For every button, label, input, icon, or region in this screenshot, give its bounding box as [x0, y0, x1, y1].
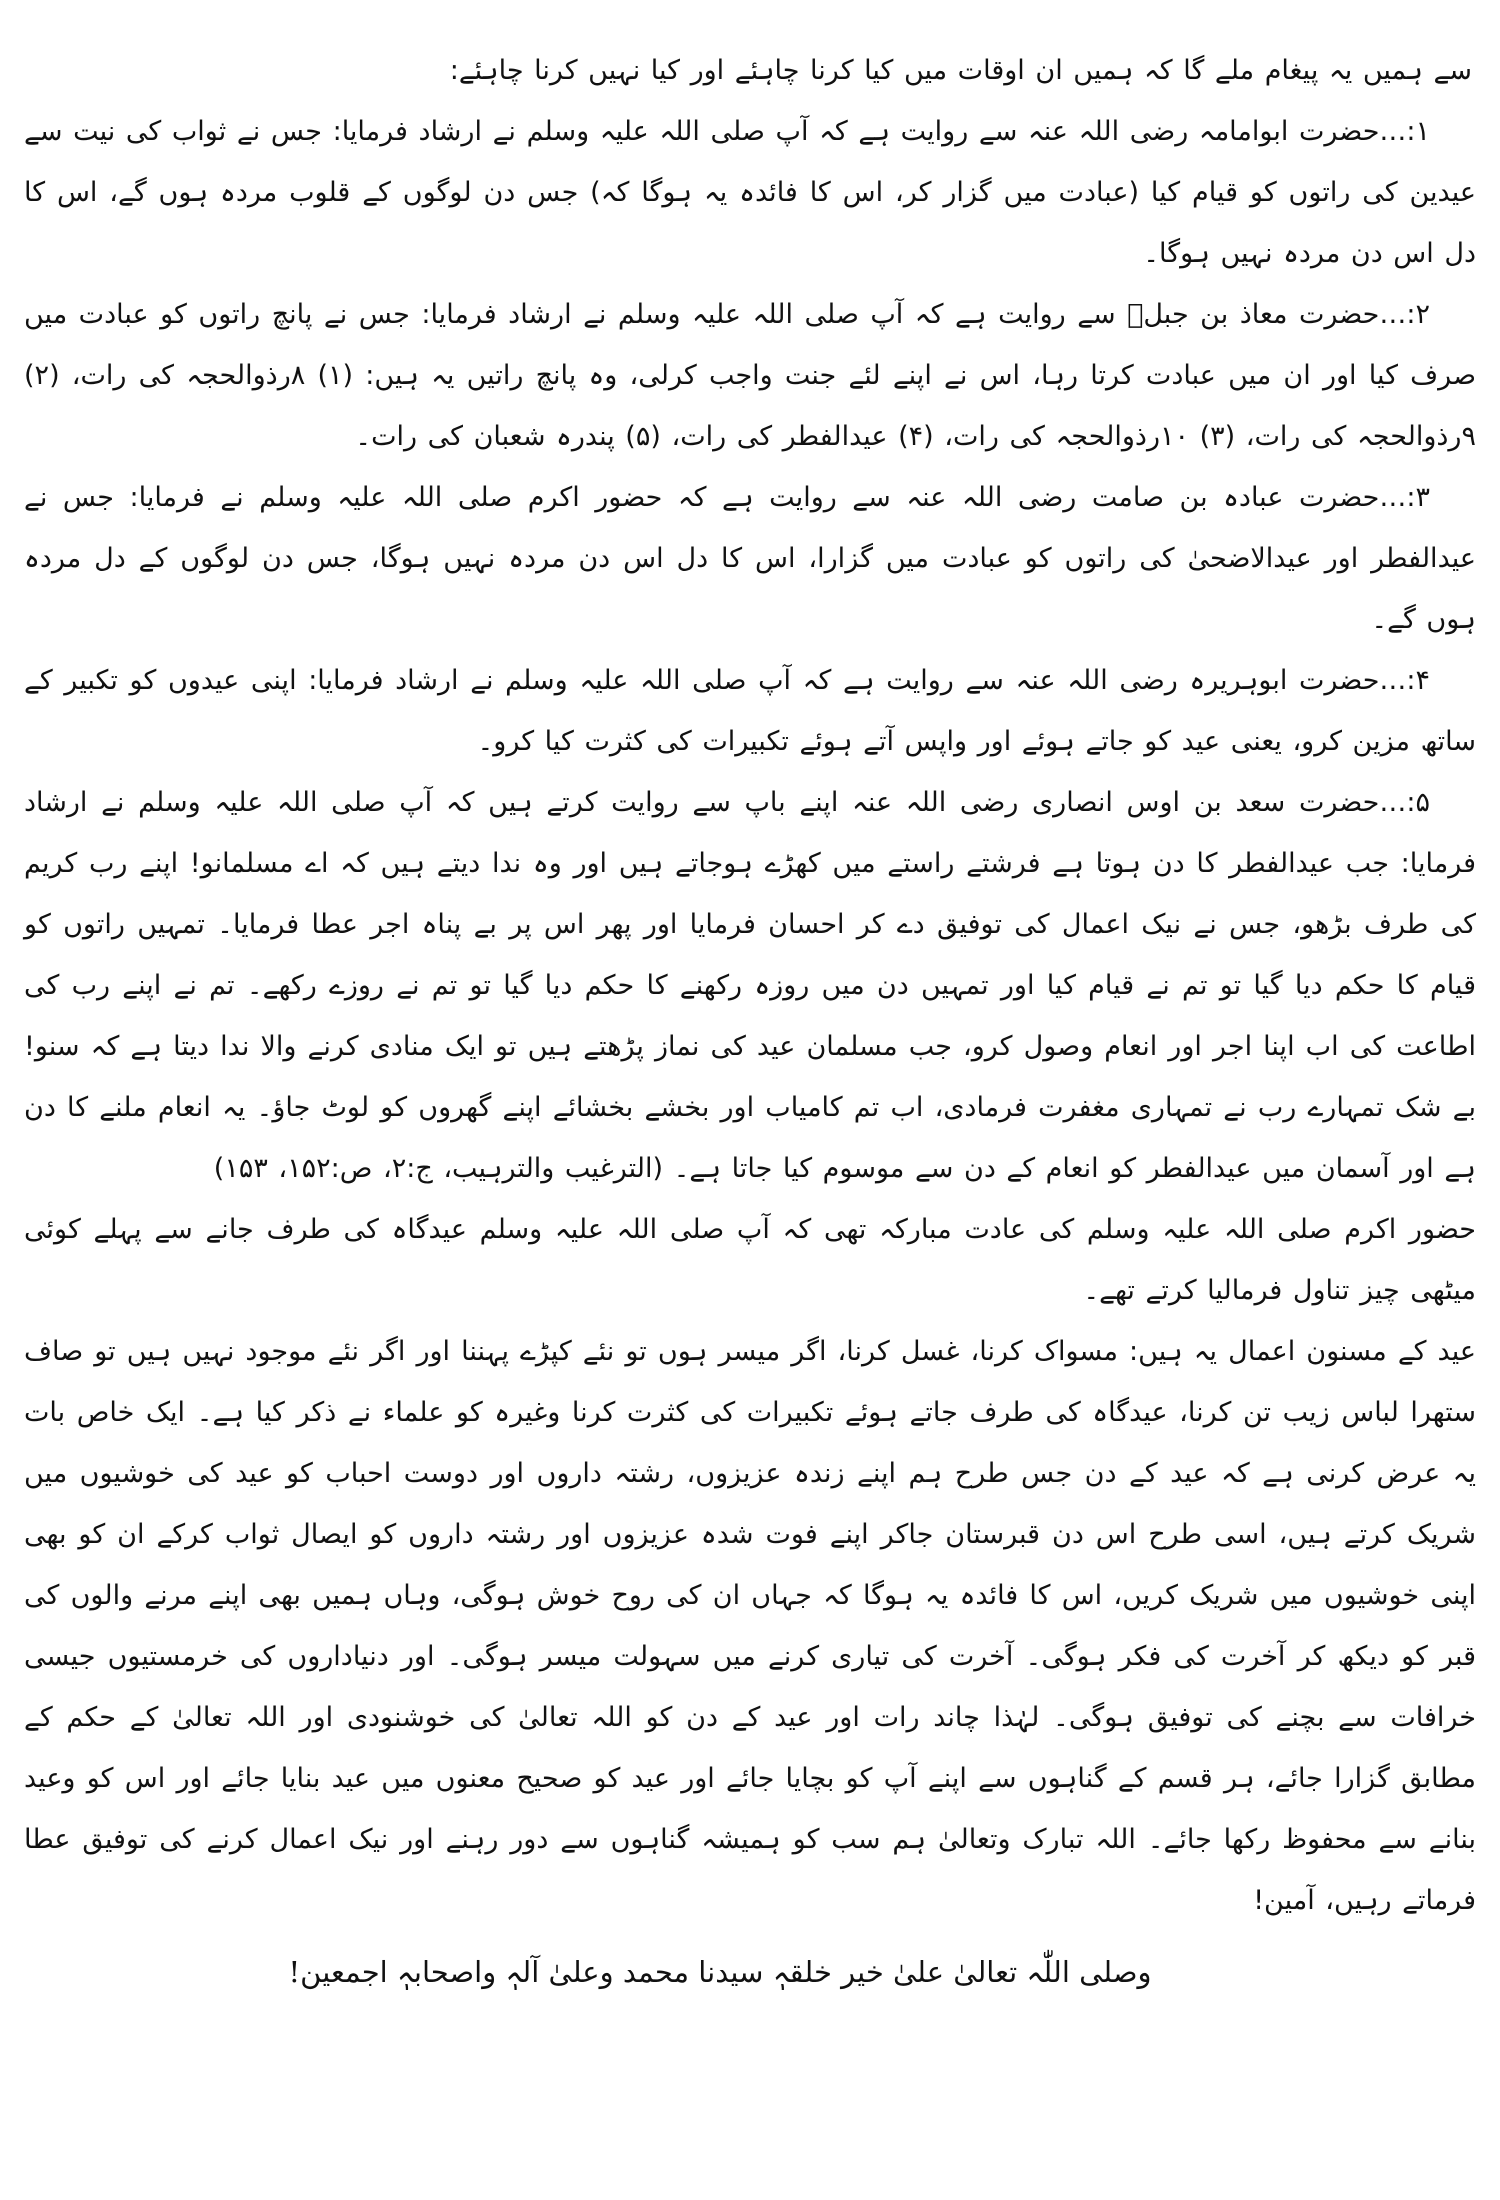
paragraph-hadith-3: ۳:…حضرت عبادہ بن صامت رضی اللہ عنہ سے روایت ہے کہ حضور اکرم صلی اللہ علیہ وسلم نے فرمایا: جس نے عیدالفطر اور عیدالاضحیٰ کی راتوں کو عبادت میں گزارا، اس کا دل اس دن مردہ نہیں ہوگا، جس دن لوگوں کے دل مردہ ہوں گے۔: [24, 482, 1476, 635]
paragraph-eid-sunnah-acts: عید کے مسنون اعمال یہ ہیں: مسواک کرنا، غسل کرنا، اگر میسر ہوں تو نئے کپڑے پہننا اور اگر نئے موجود نہیں ہیں تو صاف ستھرا لباس زیب تن کرنا، عیدگاہ کی طرف جاتے ہوئے تکبیرات کی کثرت کرنا وغیرہ کو علماء نے ذکر کیا ہے۔ ایک خاص بات یہ عرض کرنی ہے کہ عید کے دن جس طرح ہم اپنے زندہ عزیزوں، رشتہ داروں اور دوست احباب کو عید کی خوشیوں میں شریک کرتے ہیں، اسی طرح اس دن قبرستان جاکر اپنے فوت شدہ عزیزوں اور رشتہ داروں کو ایصال ثواب کرکے ان کو بھی اپنی خوشیوں میں شریک کریں، اس کا فائدہ یہ ہوگا کہ جہاں ان کی روح خوش ہوگی، وہاں ہمیں بھی اپنے مرنے والوں کی قبر کو دیکھ کر آخرت کی فکر ہوگی۔ آخرت کی تیاری کرنے میں سہولت میسر ہوگی۔ اور دنیاداروں کی خرمستیوں جیسی خرافات سے بچنے کی توفیق ہوگی۔ لہٰذا چاند رات اور عید کے دن کو اللہ تعالیٰ کی خوشنودی اور اللہ تعالیٰ کے حکم کے مطابق گزارا جائے، ہر قسم کے گناہوں سے اپنے آپ کو بچایا جائے اور عید کو صحیح معنوں میں عید بنایا جائے اور اس کو وعید بنانے سے محفوظ رکھا جائے۔ اللہ تبارک وتعالیٰ ہم سب کو ہمیشہ گناہوں سے دور رہنے اور نیک اعمال کرنے کی توفیق عطا فرماتے رہیں، آمین!: [24, 1336, 1476, 1916]
paragraph-sweet-before-eid: حضور اکرم صلی اللہ علیہ وسلم کی عادت مبارکہ تھی کہ آپ صلی اللہ علیہ وسلم عیدگاہ کی طرف جانے سے پہلے کوئی میٹھی چیز تناول فرمالیا کرتے تھے۔: [24, 1214, 1476, 1306]
paragraph-hadith-2: ۲:…حضرت معاذ بن جبلؓ سے روایت ہے کہ آپ صلی اللہ علیہ وسلم نے ارشاد فرمایا: جس نے پانچ راتوں کو عبادت میں صرف کیا اور ان میں عبادت کرتا رہا، اس نے اپنے لئے جنت واجب کرلی، وہ پانچ راتیں یہ ہیں: (۱) ۸رذوالحجہ کی رات، (۲) ۹رذوالحجہ کی رات، (۳) ۱۰رذوالحجہ کی رات، (۴) عیدالفطر کی رات، (۵) پندرہ شعبان کی رات۔: [24, 299, 1476, 452]
closing-salutation: وصلی اللّٰہ تعالیٰ علیٰ خیر خلقہٖ سیدنا محمد وعلیٰ آلہٖ واصحابہٖ اجمعین!: [288, 1955, 1152, 1989]
article-body: [24, 40, 1476, 2036]
intro-text: سے ہمیں یہ پیغام ملے گا کہ ہمیں ان اوقات میں کیا کرنا چاہئے اور کیا نہیں کرنا چاہئے:: [449, 55, 1472, 86]
paragraph-hadith-1: ۱:…حضرت ابوامامہ رضی اللہ عنہ سے روایت ہے کہ آپ صلی اللہ علیہ وسلم نے ارشاد فرمایا: جس نے ثواب کی نیت سے عیدین کی راتوں کو قیام کیا (عبادت میں گزار کر، اس کا فائدہ یہ ہوگا کہ) جس دن لوگوں کے قلوب مردہ ہوں گے، اس کا دل اس دن مردہ نہیں ہوگا۔: [24, 116, 1476, 269]
paragraph-hadith-4: ۴:…حضرت ابوہریرہ رضی اللہ عنہ سے روایت ہے کہ آپ صلی اللہ علیہ وسلم نے ارشاد فرمایا: اپنی عیدوں کو تکبیر کے ساتھ مزین کرو، یعنی عید کو جاتے ہوئے اور واپس آتے ہوئے تکبیرات کی کثرت کیا کرو۔: [24, 665, 1476, 757]
paragraph-hadith-5: ۵:…حضرت سعد بن اوس انصاری رضی اللہ عنہ اپنے باپ سے روایت کرتے ہیں کہ آپ صلی اللہ علیہ وسلم نے ارشاد فرمایا: جب عیدالفطر کا دن ہوتا ہے فرشتے راستے میں کھڑے ہوجاتے ہیں اور وہ ندا دیتے ہیں کہ اے مسلمانو! اپنے رب کریم کی طرف بڑھو، جس نے نیک اعمال کی توفیق دے کر احسان فرمایا اور پھر اس پر بے پناہ اجر عطا فرمایا۔ تمہیں راتوں کو قیام کا حکم دیا گیا تو تم نے قیام کیا اور تمہیں دن میں روزہ رکھنے کا حکم دیا گیا تو تم نے روزے رکھے۔ تم نے اپنے رب کی اطاعت کی اب اپنا اجر اور انعام وصول کرو، جب مسلمان عید کی نماز پڑھتے ہیں تو ایک منادی کرنے والا ندا دیتا ہے کہ سنو! بے شک تمہارے رب نے تمہاری مغفرت فرمادی، اب تم کامیاب اور بخشے بخشائے اپنے گھروں کو لوٹ جاؤ۔ یہ انعام ملنے کا دن ہے اور آسمان میں عیدالفطر کو انعام کے دن سے موسوم کیا جاتا ہے۔ (الترغیب والترہیب، ج:۲، ص:۱۵۲، ۱۵۳): [24, 787, 1476, 1184]
